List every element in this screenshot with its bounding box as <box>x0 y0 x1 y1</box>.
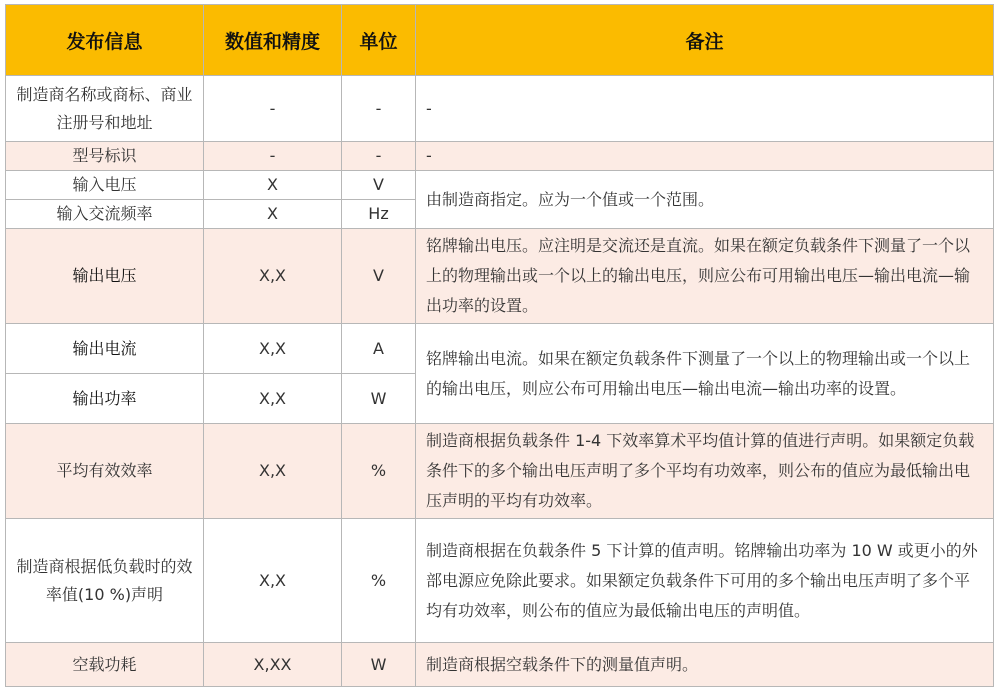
unit-cell: - <box>342 142 416 171</box>
unit-cell: % <box>342 424 416 519</box>
info-cell: 制造商名称或商标、商业注册号和地址 <box>6 76 204 142</box>
info-cell: 输入电压 <box>6 171 204 200</box>
value-cell: X,X <box>204 519 342 643</box>
table-row <box>6 171 994 200</box>
info-cell: 输出电压 <box>6 229 204 324</box>
header-unit: 单位 <box>342 5 416 76</box>
info-cell: 制造商根据低负载时的效率值(10 %)声明 <box>6 519 204 643</box>
header-row <box>6 5 994 76</box>
header-note: 备注 <box>416 5 994 76</box>
unit-cell: A <box>342 324 416 374</box>
info-cell: 输入交流频率 <box>6 200 204 229</box>
unit-cell: - <box>342 76 416 142</box>
value-cell: X <box>204 200 342 229</box>
table-row <box>6 519 994 643</box>
note-cell: - <box>416 142 994 171</box>
unit-cell: V <box>342 229 416 324</box>
note-cell: 制造商根据空载条件下的测量值声明。 <box>416 643 994 687</box>
value-cell: X <box>204 171 342 200</box>
value-cell: - <box>204 142 342 171</box>
note-cell: 制造商根据负载条件 1-4 下效率算术平均值计算的值进行声明。如果额定负载条件下的多个输出电压声明了多个平均有功效率，则公布的值应为最低输出电压声明的平均有功效率。 <box>416 424 994 519</box>
note-cell: 铭牌输出电流。如果在额定负载条件下测量了一个以上的物理输出或一个以上的输出电压，则应公布可用输出电压—输出电流—输出功率的设置。 <box>416 324 994 424</box>
info-cell: 型号标识 <box>6 142 204 171</box>
value-cell: X,X <box>204 374 342 424</box>
spec-table <box>5 4 994 687</box>
value-cell: - <box>204 76 342 142</box>
note-cell: 制造商根据在负载条件 5 下计算的值声明。铭牌输出功率为 10 W 或更小的外部电源应免除此要求。如果额定负载条件下可用的多个输出电压声明了多个平均有功效率，则公布的值应为最低输出电压的声明值。 <box>416 519 994 643</box>
table-row <box>6 229 994 324</box>
unit-cell: W <box>342 643 416 687</box>
note-cell: - <box>416 76 994 142</box>
table-row <box>6 76 994 142</box>
value-cell: X,X <box>204 229 342 324</box>
unit-cell: Hz <box>342 200 416 229</box>
value-cell: X,XX <box>204 643 342 687</box>
info-cell: 空载功耗 <box>6 643 204 687</box>
info-cell: 输出电流 <box>6 324 204 374</box>
value-cell: X,X <box>204 424 342 519</box>
value-cell: X,X <box>204 324 342 374</box>
note-cell: 铭牌输出电压。应注明是交流还是直流。如果在额定负载条件下测量了一个以上的物理输出或一个以上的输出电压，则应公布可用输出电压—输出电流—输出功率的设置。 <box>416 229 994 324</box>
unit-cell: W <box>342 374 416 424</box>
info-cell: 平均有效效率 <box>6 424 204 519</box>
table-row <box>6 324 994 374</box>
info-cell: 输出功率 <box>6 374 204 424</box>
table-row <box>6 424 994 519</box>
table-row <box>6 643 994 687</box>
unit-cell: V <box>342 171 416 200</box>
unit-cell: % <box>342 519 416 643</box>
table-row <box>6 142 994 171</box>
note-cell: 由制造商指定。应为一个值或一个范围。 <box>416 171 994 229</box>
header-info: 发布信息 <box>6 5 204 76</box>
header-value: 数值和精度 <box>204 5 342 76</box>
